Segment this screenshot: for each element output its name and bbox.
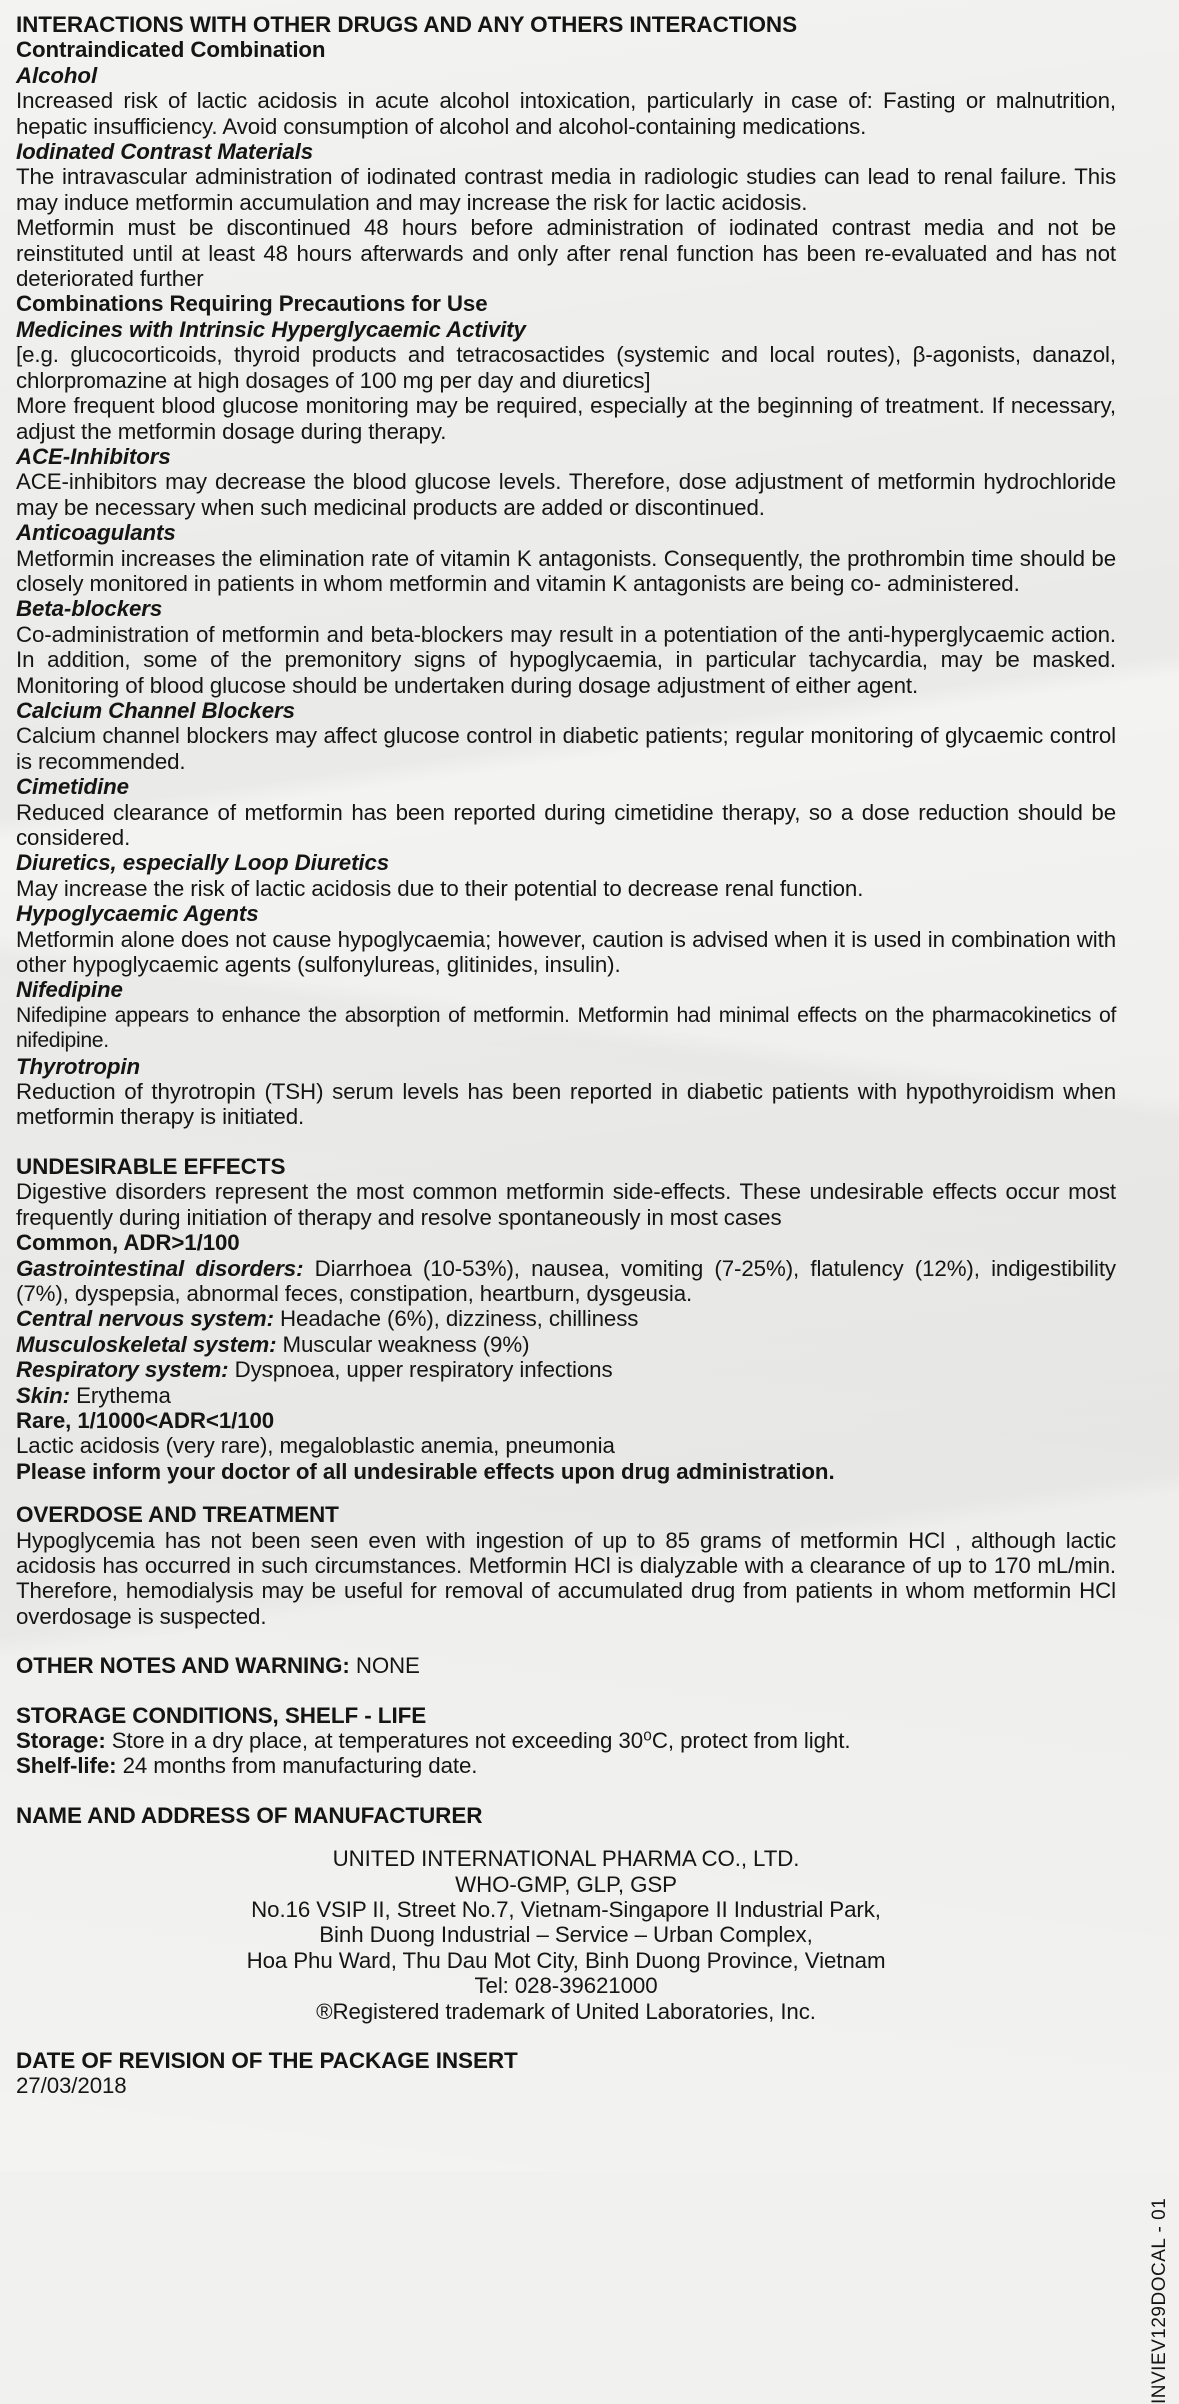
skin-label: Skin: bbox=[16, 1382, 71, 1408]
iodinated-text-1: The intravascular administration of iodinated contrast media in radiologic studies can lead to renal failure. This may induce metformin accumulation and may increase the risk for lactic acidosis. bbox=[16, 164, 1116, 215]
manufacturer-address-3: Hoa Phu Ward, Thu Dau Mot City, Binh Duong Province, Vietnam bbox=[246, 1947, 886, 1973]
anticoagulants-title: Anticoagulants bbox=[16, 520, 176, 546]
manufacturer-address-2: Binh Duong Industrial – Service – Urban Complex, bbox=[319, 1922, 813, 1948]
manufacturer-tel: Tel: 028-39621000 bbox=[474, 1973, 658, 1999]
manufacturer-block bbox=[16, 1846, 1116, 2024]
iodinated-text-2: Metformin must be discontinued 48 hours before administration of iodinated contrast media and not be reinstituted until at least 48 hours afterwards and only after renal function has been re-evaluated and has not deteriorated further bbox=[16, 215, 1116, 292]
storage-heading: STORAGE CONDITIONS, SHELF - LIFE bbox=[16, 1702, 427, 1728]
diuretics-text: May increase the risk of lactic acidosis due to their potential to decrease renal function. bbox=[16, 875, 864, 901]
nifedipine-title: Nifedipine bbox=[16, 977, 123, 1003]
respiratory-label: Respiratory system: bbox=[16, 1357, 229, 1383]
cns-label: Central nervous system: bbox=[16, 1306, 274, 1332]
ace-inhibitors-title: ACE-Inhibitors bbox=[16, 443, 171, 469]
document-code: INVIEV129DOCAL - 01 bbox=[1149, 2197, 1170, 2404]
inform-doctor-notice: Please inform your doctor of all undesirable effects upon drug administration. bbox=[16, 1458, 835, 1484]
thyrotropin-text: Reduction of thyrotropin (TSH) serum levels has been reported in diabetic patients with hypothyroidism when metformin therapy is initiated. bbox=[16, 1079, 1116, 1130]
diuretics-title: Diuretics, especially Loop Diuretics bbox=[16, 850, 390, 876]
gastrointestinal-text: Diarrhoea (10-53%), nausea, vomiting (7-25%), flatulency (12%), indigestibility (7%), dyspepsia, abnormal feces, constipation, heartburn, dysgeusia. bbox=[16, 1255, 1116, 1306]
storage-line bbox=[16, 1728, 1116, 1753]
musculoskeletal-label: Musculoskeletal system: bbox=[16, 1331, 277, 1357]
musculoskeletal-effects bbox=[16, 1332, 1116, 1357]
respiratory-effects bbox=[16, 1357, 1116, 1382]
calcium-channel-blockers-text: Calcium channel blockers may affect glucose control in diabetic patients; regular monitoring of glycaemic control is recommended. bbox=[16, 723, 1116, 774]
contraindicated-heading: Contraindicated Combination bbox=[16, 37, 326, 63]
other-notes-value: NONE bbox=[355, 1653, 420, 1679]
calcium-channel-blockers-title: Calcium Channel Blockers bbox=[16, 697, 295, 723]
undesirable-effects-heading: UNDESIRABLE EFFECTS bbox=[16, 1153, 286, 1179]
musculoskeletal-text: Muscular weakness (9%) bbox=[282, 1331, 530, 1357]
alcohol-title: Alcohol bbox=[16, 62, 98, 88]
cimetidine-text: Reduced clearance of metformin has been reported during cimetidine therapy, so a dose reduction should be considered. bbox=[16, 799, 1116, 850]
cimetidine-title: Cimetidine bbox=[16, 774, 129, 800]
hyperglycaemic-text-2: More frequent blood glucose monitoring may be required, especially at the beginning of treatment. If necessary, adjust the metformin dosage during therapy. bbox=[16, 393, 1116, 444]
insert-content bbox=[16, 12, 1116, 2099]
shelf-life-text: 24 months from manufacturing date. bbox=[122, 1753, 478, 1779]
hypoglycaemic-agents-title: Hypoglycaemic Agents bbox=[16, 901, 259, 927]
other-notes-label: OTHER NOTES AND WARNING: bbox=[16, 1653, 350, 1679]
alcohol-text: Increased risk of lactic acidosis in acute alcohol intoxication, particularly in case of: Fasting or malnutrition, hepatic insufficiency. Avoid consumption of alcohol and alcohol-containing medications. bbox=[16, 88, 1116, 139]
overdose-text: Hypoglycemia has not been seen even with ingestion of up to 85 grams of metformin HCl , although lactic acidosis has occurred in such circumstances. Metformin HCl is dialyzable with a clearance of up to 170 mL/min. Therefore, hemodialysis may be useful for removal of accumulated drug from patients in whom metformin HCl overdosage is suspected. bbox=[16, 1527, 1116, 1629]
manufacturer-heading: NAME AND ADDRESS OF MANUFACTURER bbox=[16, 1802, 483, 1828]
cns-effects bbox=[16, 1306, 1116, 1331]
respiratory-text: Dyspnoea, upper respiratory infections bbox=[234, 1357, 613, 1383]
manufacturer-certifications: WHO-GMP, GLP, GSP bbox=[455, 1871, 677, 1897]
storage-text: Store in a dry place, at temperatures not exceeding 30⁰C, protect from light. bbox=[111, 1728, 851, 1753]
hypoglycaemic-agents-text: Metformin alone does not cause hypoglycaemia; however, caution is advised when it is used in combination with other hypoglycaemic agents (sulfonylureas, glitinides, insulin). bbox=[16, 926, 1116, 978]
trademark-notice: ®Registered trademark of United Laboratories, Inc. bbox=[316, 1998, 816, 2024]
revision-heading: DATE OF REVISION OF THE PACKAGE INSERT bbox=[16, 2048, 518, 2074]
skin-text: Erythema bbox=[76, 1382, 171, 1408]
cns-text: Headache (6%), dizziness, chilliness bbox=[280, 1306, 639, 1332]
interactions-heading: INTERACTIONS WITH OTHER DRUGS AND ANY OTHERS INTERACTIONS bbox=[16, 12, 797, 37]
hyperglycaemic-text-1: [e.g. glucocorticoids, thyroid products and tetracosactides (systemic and local routes), β-agonists, danazol, chlorpromazine at high dosages of 100 mg per day and diuretics] bbox=[16, 342, 1116, 393]
overdose-heading: OVERDOSE AND TREATMENT bbox=[16, 1502, 339, 1528]
gastrointestinal-label: Gastrointestinal disorders: bbox=[16, 1255, 304, 1281]
ace-inhibitors-text: ACE-inhibitors may decrease the blood glucose levels. Therefore, dose adjustment of metformin hydrochloride may be necessary when such medicinal products are added or discontinued. bbox=[16, 469, 1116, 520]
manufacturer-company: UNITED INTERNATIONAL PHARMA CO., LTD. bbox=[332, 1846, 800, 1872]
gastrointestinal-effects bbox=[16, 1256, 1116, 1307]
common-adr-heading: Common, ADR>1/100 bbox=[16, 1230, 240, 1256]
undesirable-intro: Digestive disorders represent the most common metformin side-effects. These undesirable effects occur most frequently during initiation of therapy and resolve spontaneously in most cases bbox=[16, 1179, 1116, 1230]
other-notes bbox=[16, 1653, 1116, 1678]
rare-adr-text: Lactic acidosis (very rare), megaloblastic anemia, pneumonia bbox=[16, 1433, 615, 1459]
manufacturer-address-1: No.16 VSIP II, Street No.7, Vietnam-Singapore II Industrial Park, bbox=[251, 1897, 881, 1923]
beta-blockers-text: Co-administration of metformin and beta-blockers may result in a potentiation of the anti-hyperglycaemic action. In addition, some of the premonitory signs of hypoglycaemia, in particular tachycardia, may be masked. Monitoring of blood glucose should be undertaken during dosage adjustment of either agent. bbox=[16, 621, 1116, 698]
beta-blockers-title: Beta-blockers bbox=[16, 596, 163, 622]
revision-date: 27/03/2018 bbox=[16, 2073, 127, 2099]
skin-effects bbox=[16, 1383, 1116, 1408]
storage-label: Storage: bbox=[16, 1728, 106, 1753]
hyperglycaemic-title: Medicines with Intrinsic Hyperglycaemic Activity bbox=[16, 316, 526, 342]
thyrotropin-title: Thyrotropin bbox=[16, 1053, 140, 1079]
shelf-life-label: Shelf-life: bbox=[16, 1753, 117, 1779]
precautions-heading: Combinations Requiring Precautions for Use bbox=[16, 291, 488, 317]
iodinated-title: Iodinated Contrast Materials bbox=[16, 139, 314, 165]
anticoagulants-text: Metformin increases the elimination rate of vitamin K antagonists. Consequently, the prothrombin time should be closely monitored in patients in whom metformin and vitamin K antagonists are being co- administered. bbox=[16, 545, 1116, 596]
nifedipine-text: Nifedipine appears to enhance the absorption of metformin. Metformin had minimal effects on the pharmacokinetics of nifedipine. bbox=[16, 1003, 1116, 1053]
rare-adr-heading: Rare, 1/1000<ADR<1/100 bbox=[16, 1407, 275, 1433]
shelf-life-line bbox=[16, 1753, 1116, 1778]
